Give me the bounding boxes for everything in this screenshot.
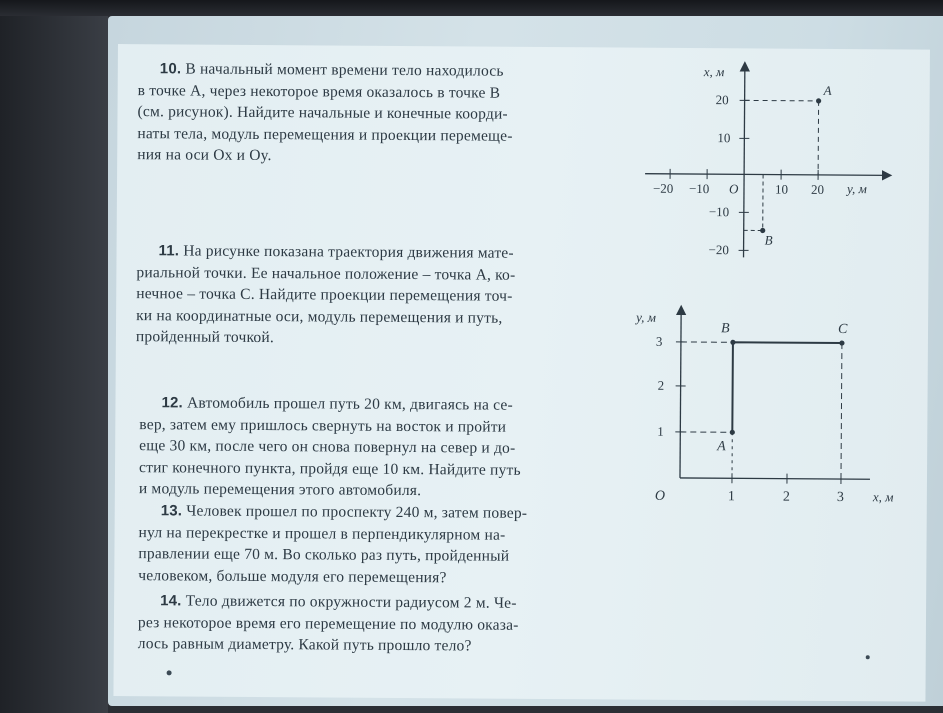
problem-10 bbox=[137, 58, 638, 169]
figure-10-origin-label: O bbox=[728, 181, 739, 197]
figure-11-point-c-label: C bbox=[837, 322, 848, 338]
figure-11-tick-label: 1 bbox=[657, 423, 664, 439]
figure-11-origin-label: O bbox=[654, 488, 666, 504]
problem-14-line-3: лось равным диаметру. Какой путь прошло тело? bbox=[137, 635, 472, 655]
figure-11-y-axis-label: y, м bbox=[636, 309, 657, 325]
problem-10-line-5: ния на оси Ox и Oy. bbox=[137, 146, 272, 165]
problem-12 bbox=[139, 392, 640, 503]
figure-10-tick-label: 20 bbox=[715, 92, 729, 108]
figure-11-x-axis-label: x, м bbox=[872, 489, 894, 505]
figure-10-tick-label: 20 bbox=[810, 181, 825, 197]
figure-10-vertical-axis bbox=[744, 66, 745, 257]
problem-13-line-3: правлении еще 70 м. Во сколько раз путь, пройденный bbox=[138, 545, 510, 565]
figure-11-point-b bbox=[730, 340, 735, 345]
problem-11-line-2: риальной точки. Ее начальное положение – точка A, ко- bbox=[136, 263, 516, 284]
problem-14 bbox=[138, 590, 638, 658]
figure-11-point-b-label: B bbox=[720, 321, 730, 337]
problem-11-line-5: пройденный точкой. bbox=[135, 328, 275, 347]
problem-13-number: 13. bbox=[160, 502, 183, 520]
figure-10-point-a bbox=[816, 98, 821, 103]
figure-11-tick-label: 2 bbox=[782, 489, 790, 505]
problem-10-line-2: в точке A, через некоторое время оказалось в точке B bbox=[137, 81, 501, 102]
problem-14-line-1: 14. Тело движется по окружности радиусом 2 м. Че- bbox=[160, 592, 517, 612]
problem-11-line-4: ки на координатные оси, модуль перемещения и путь, bbox=[136, 306, 503, 327]
problem-12-line-3: еще 30 км, после чего он снова повернул на север и до- bbox=[139, 437, 516, 457]
figure-11-trajectory bbox=[625, 300, 916, 512]
figure-11-tick-label: 3 bbox=[655, 333, 663, 349]
problem-11-number: 11. bbox=[158, 242, 180, 260]
problem-13 bbox=[138, 500, 639, 589]
figure-11-tick-label: 3 bbox=[836, 490, 844, 506]
figure-10-horizontal-axis-label: y, м bbox=[846, 181, 867, 197]
problem-11-line-3: нечное – точка C. Найдите проекции перемещения точ- bbox=[136, 285, 513, 305]
problem-12-number: 12. bbox=[161, 394, 184, 412]
figure-11-y-axis bbox=[680, 310, 681, 478]
problem-13-line-4: человеком, больше модуля его перемещения? bbox=[138, 566, 447, 586]
problem-10-line-4: наты тела, модуль перемещения и проекции перемеще- bbox=[137, 124, 513, 145]
problem-11-line-1: 11. На рисунке показана траектория движения мате- bbox=[158, 242, 514, 262]
figure-11-point-c bbox=[839, 340, 844, 345]
figure-11-guide-c bbox=[841, 343, 842, 479]
figure-10-tick-label: 10 bbox=[774, 181, 789, 197]
figure-10-guide-a-vertical bbox=[818, 101, 819, 175]
problem-12-line-5: и модуль перемещения этого автомобиля. bbox=[138, 480, 422, 500]
problem-12-line-4: стиг конечного пункта, пройдя еще 10 км. Найдите путь bbox=[138, 458, 521, 479]
figure-11-tick-label: 1 bbox=[727, 489, 735, 505]
problem-11 bbox=[136, 240, 637, 351]
figure-10-horizontal-axis bbox=[645, 174, 887, 176]
figure-10-vertical-axis-label: x, м bbox=[703, 64, 725, 80]
figure-11-point-a-label: A bbox=[717, 439, 726, 455]
problem-14-line-2: рез некоторое время его перемещение по модулю оказа- bbox=[137, 613, 519, 634]
figure-10-point-b-label: B bbox=[764, 232, 773, 248]
speck-mark bbox=[167, 670, 172, 675]
problem-12-line-1: 12. Автомобиль прошел путь 20 км, двигаясь на се- bbox=[161, 394, 513, 414]
figure-10-tick-label: −10 bbox=[708, 204, 730, 220]
figure-10-guide-a-horizontal bbox=[745, 100, 819, 101]
left-shadow bbox=[0, 0, 108, 713]
figure-10-tick-label: −20 bbox=[708, 242, 729, 258]
problem-12-line-2: вер, затем ему пришлось свернуть на восток и пройти bbox=[139, 415, 507, 436]
figure-10-tick-label: −20 bbox=[652, 180, 674, 196]
figure-10-point-a-label: A bbox=[823, 82, 832, 98]
problem-10-line-1: 10. В начальный момент времени тело находилось bbox=[159, 60, 504, 80]
problem-13-line-2: нул на перекрестке и прошел в перпендикулярном на- bbox=[138, 523, 506, 544]
speck-mark bbox=[866, 655, 870, 659]
figure-10-tick-label: 10 bbox=[717, 130, 731, 146]
textbook-page bbox=[113, 44, 930, 702]
problem-10-number: 10. bbox=[159, 60, 182, 78]
monitor-bezel bbox=[0, 0, 943, 16]
problem-14-number: 14. bbox=[160, 592, 182, 610]
problem-10-line-3: (см. рисунок). Найдите начальные и конечные коорди- bbox=[137, 103, 508, 123]
figure-10-coordinate-plane bbox=[636, 52, 897, 264]
problem-13-line-1: 13. Человек прошел по проспекту 240 м, затем повер- bbox=[160, 502, 528, 522]
figure-11-tick-label: 2 bbox=[657, 377, 665, 393]
figure-11-point-a bbox=[730, 430, 735, 435]
figure-10-tick-label: −10 bbox=[688, 180, 710, 197]
figure-11-path bbox=[732, 342, 842, 433]
